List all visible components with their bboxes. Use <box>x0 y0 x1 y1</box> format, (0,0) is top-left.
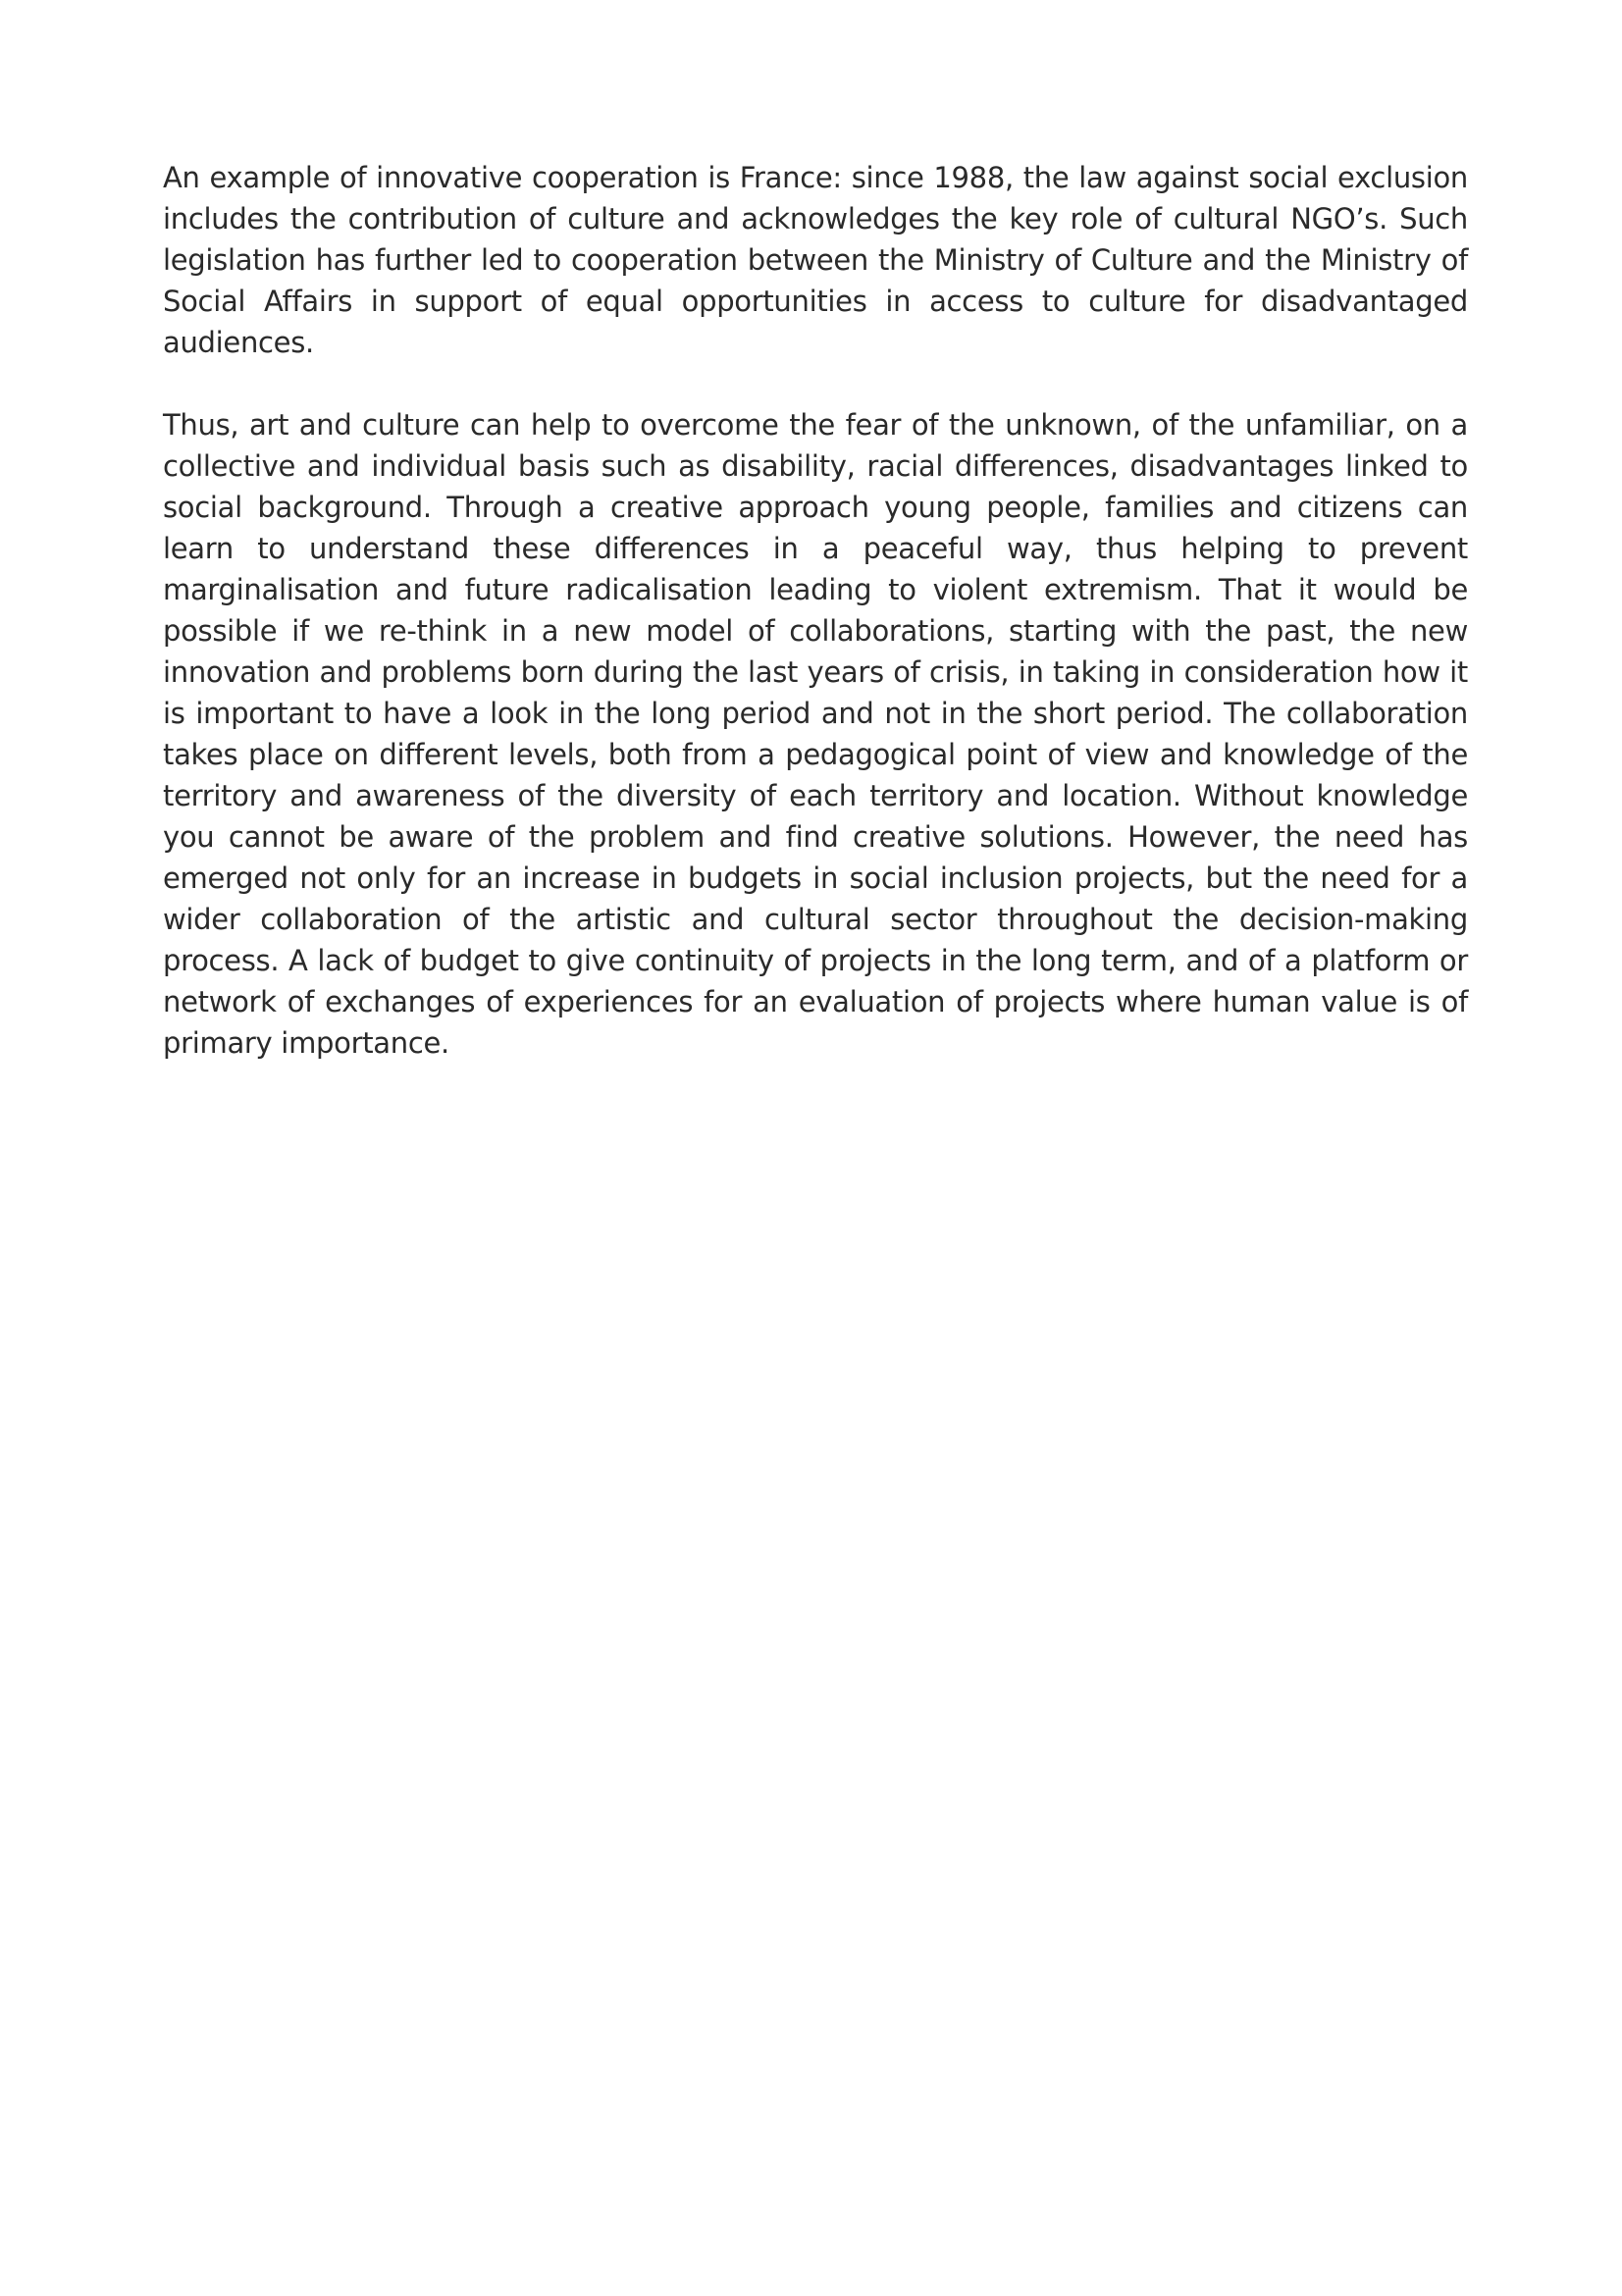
body-text <box>163 157 1468 1105</box>
paragraph-france-cooperation: An example of innovative cooperation is France: since 1988, the law against social exclusion includes the contribution of culture and acknowledges the key role of cultural NGO’s. Such legislation has further led to cooperation between the Ministry of Culture and the Ministry of Social Affairs in support of equal opportunities in access to culture for disadvantaged audiences. <box>163 161 1468 359</box>
paragraph-art-and-culture: Thus, art and culture can help to overcome the fear of the unknown, of the unfamiliar, on a collective and individual basis such as disability, racial differences, disadvantages linked to social background. Through a creative approach young people, families and citizens can learn to understand these differences in a peaceful way, thus helping to prevent marginalisation and future radicalisation leading to violent extremism. That it would be possible if we re-think in a new model of collaborations, starting with the past, the new innovation and problems born during the last years of crisis, in taking in consideration how it is important to have a look in the long period and not in the short period. The collaboration takes place on different levels, both from a pedagogical point of view and knowledge of the territory and awareness of the diversity of each territory and location. Without knowledge you cannot be aware of the problem and find creative solutions. However, the need has emerged not only for an increase in budgets in social inclusion projects, but the need for a wider collaboration of the artistic and cultural sector throughout the decision-making process. A lack of budget to give continuity of projects in the long term, and of a platform or network of exchanges of experiences for an evaluation of projects where human value is of primary importance. <box>163 408 1468 1060</box>
